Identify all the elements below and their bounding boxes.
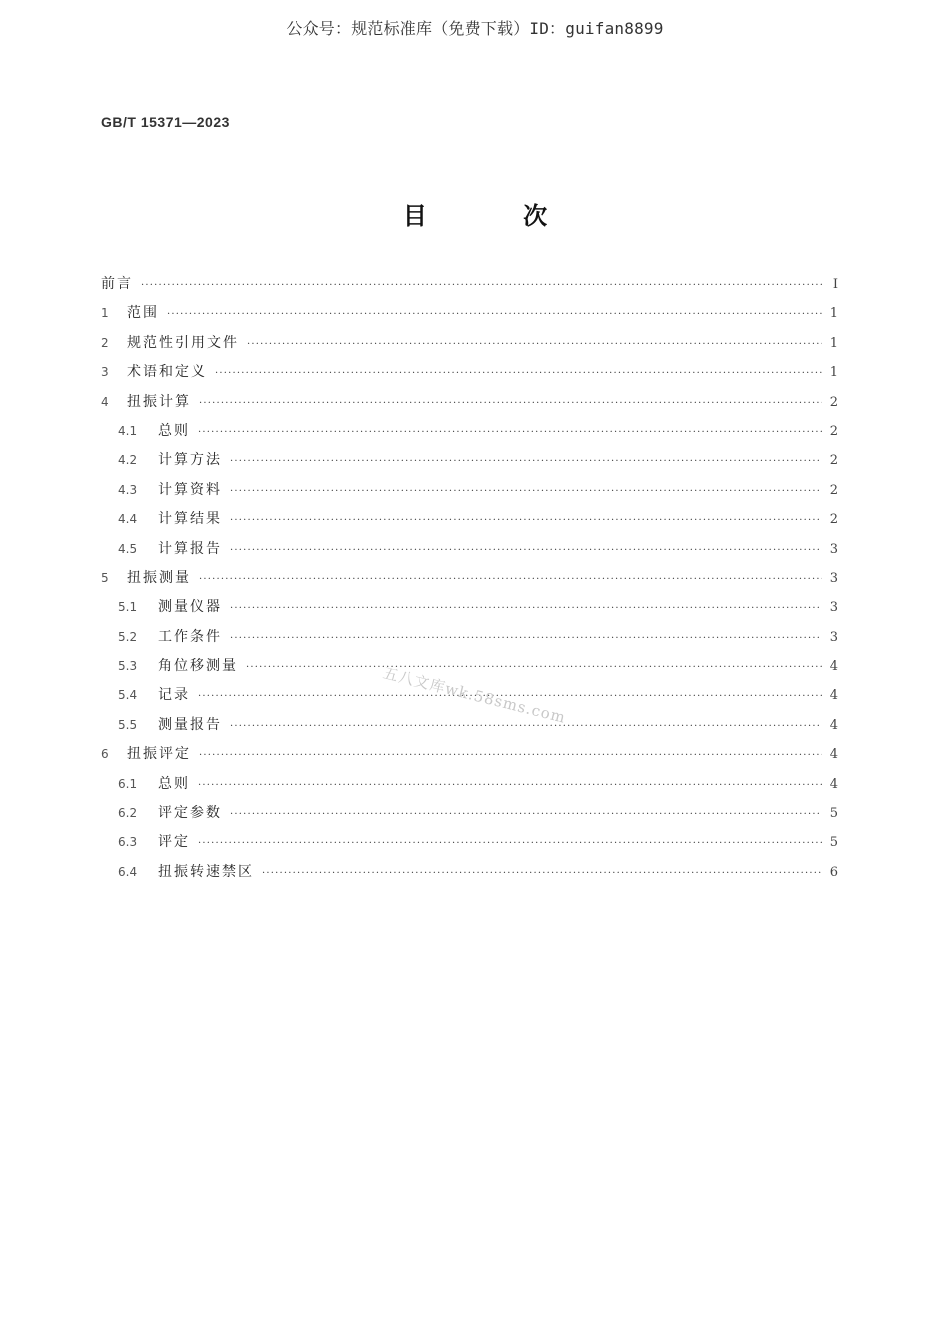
toc-entry-page: 4	[829, 717, 838, 733]
toc-entry-label: 计算方法	[158, 452, 222, 469]
toc-entry-label: 测量报告	[158, 716, 222, 733]
toc-entry[interactable]	[101, 828, 838, 857]
toc-entry-label: 计算资料	[158, 481, 222, 498]
toc-entry-label: 测量仪器	[158, 599, 222, 616]
toc-entry-label: 总则	[158, 775, 190, 792]
toc-entry[interactable]	[101, 446, 838, 475]
toc-entry-number: 4.2	[118, 453, 138, 468]
toc-dot-leader	[167, 300, 822, 329]
toc-entry[interactable]	[101, 388, 838, 417]
toc-entry-label: 扭振测量	[127, 569, 191, 586]
toc-entry-label: 角位移测量	[158, 658, 238, 675]
toc-entry-page: 1	[829, 335, 838, 351]
toc-entry[interactable]	[101, 740, 838, 769]
standard-code: GB/T 15371—2023	[101, 114, 230, 130]
toc-entry-number: 5.2	[118, 629, 138, 644]
toc-entry-page: 3	[829, 541, 838, 557]
toc-entry-label: 扭振计算	[127, 393, 191, 410]
toc-entry[interactable]	[101, 711, 838, 740]
toc-entry-number: 2	[101, 335, 109, 350]
toc-entry[interactable]	[101, 858, 838, 887]
watermark: 五八文库wk.58sms.com	[381, 663, 568, 727]
toc-dot-leader	[198, 418, 822, 447]
toc-entry-label: 工作条件	[158, 628, 222, 645]
toc-entry-number: 4.3	[118, 482, 138, 497]
toc-entry-number: 5.1	[118, 600, 138, 615]
toc-dot-leader	[199, 741, 822, 770]
toc-entry[interactable]	[101, 299, 838, 328]
toc-entry-number: 4.4	[118, 512, 138, 527]
toc-entry[interactable]	[101, 329, 838, 358]
toc-entry-page: 2	[829, 423, 838, 439]
toc-dot-leader	[198, 771, 822, 800]
toc-entry-number: 4.5	[118, 541, 138, 556]
toc-dot-leader	[215, 359, 822, 388]
toc-entry[interactable]	[101, 476, 838, 505]
toc-entry-number: 6.2	[118, 806, 138, 821]
toc-entry-label: 计算报告	[158, 540, 222, 557]
toc-dot-leader	[230, 447, 822, 476]
toc-entry-page: 1	[829, 306, 838, 322]
toc-entry-label: 前言	[101, 276, 133, 292]
toc-entry-number: 5.3	[118, 659, 138, 674]
toc-dot-leader	[230, 624, 822, 653]
toc-entry-page: 3	[829, 570, 838, 586]
toc-entry[interactable]	[101, 505, 838, 534]
toc-dot-leader	[230, 506, 822, 535]
toc-entry-number: 6.3	[118, 835, 138, 850]
toc-entry[interactable]	[101, 593, 838, 622]
toc-entry[interactable]	[101, 564, 838, 593]
toc-dot-leader	[246, 653, 822, 682]
toc-entry-number: 4	[101, 394, 109, 409]
table-of-contents	[101, 270, 838, 887]
toc-dot-leader	[199, 389, 822, 418]
toc-entry-number: 3	[101, 365, 109, 380]
toc-entry-page: 5	[829, 835, 838, 851]
toc-entry-page: 4	[829, 659, 838, 675]
toc-entry-label: 扭振转速禁区	[158, 863, 254, 880]
toc-entry[interactable]	[101, 535, 838, 564]
toc-entry[interactable]	[101, 417, 838, 446]
toc-entry-label: 计算结果	[158, 511, 222, 528]
toc-entry-page: 2	[829, 482, 838, 498]
toc-entry-page: 6	[829, 864, 838, 880]
toc-dot-leader	[230, 594, 822, 623]
toc-entry-page: 2	[829, 512, 838, 528]
header-note: 公众号：规范标准库（免费下载）ID：guifan8899	[286, 19, 664, 38]
toc-entry-label: 评定	[158, 834, 190, 851]
toc-entry-number: 5	[101, 570, 109, 585]
toc-entry-page: 3	[829, 600, 838, 616]
toc-entry-label: 评定参数	[158, 805, 222, 822]
toc-entry-number: 6.1	[118, 776, 138, 791]
toc-entry-page: 4	[829, 688, 838, 704]
toc-entry-label: 记录	[158, 687, 190, 704]
toc-entry[interactable]	[101, 270, 838, 299]
toc-entry-number: 6	[101, 747, 109, 762]
toc-entry-label: 术语和定义	[127, 364, 207, 381]
toc-entry-label: 扭振评定	[127, 746, 191, 763]
toc-dot-leader	[247, 330, 822, 359]
toc-entry-page: I	[832, 277, 838, 292]
toc-entry[interactable]	[101, 799, 838, 828]
toc-dot-leader	[141, 271, 822, 300]
toc-title: 目 次	[402, 202, 592, 230]
toc-entry-page: 5	[829, 806, 838, 822]
toc-dot-leader	[262, 859, 822, 888]
toc-entry-label: 规范性引用文件	[127, 334, 239, 351]
toc-entry-page: 1	[829, 365, 838, 381]
toc-entry-page: 2	[829, 394, 838, 410]
toc-entry[interactable]	[101, 358, 838, 387]
toc-entry-page: 4	[829, 747, 838, 763]
toc-entry-label: 范围	[127, 305, 159, 322]
toc-entry-number: 1	[101, 306, 109, 321]
toc-dot-leader	[230, 477, 822, 506]
toc-entry-page: 4	[829, 776, 838, 792]
toc-entry-number: 6.4	[118, 864, 138, 879]
toc-entry-number: 5.4	[118, 688, 138, 703]
toc-entry[interactable]	[101, 623, 838, 652]
toc-entry-number: 4.1	[118, 423, 138, 438]
toc-dot-leader	[199, 565, 822, 594]
toc-entry-label: 总则	[158, 422, 190, 439]
toc-entry[interactable]	[101, 652, 838, 681]
toc-dot-leader	[230, 536, 822, 565]
toc-entry[interactable]	[101, 770, 838, 799]
toc-entry-page: 3	[829, 629, 838, 645]
toc-dot-leader	[230, 800, 822, 829]
toc-entry-number: 5.5	[118, 717, 138, 732]
toc-entry-page: 2	[829, 453, 838, 469]
toc-dot-leader	[198, 829, 822, 858]
